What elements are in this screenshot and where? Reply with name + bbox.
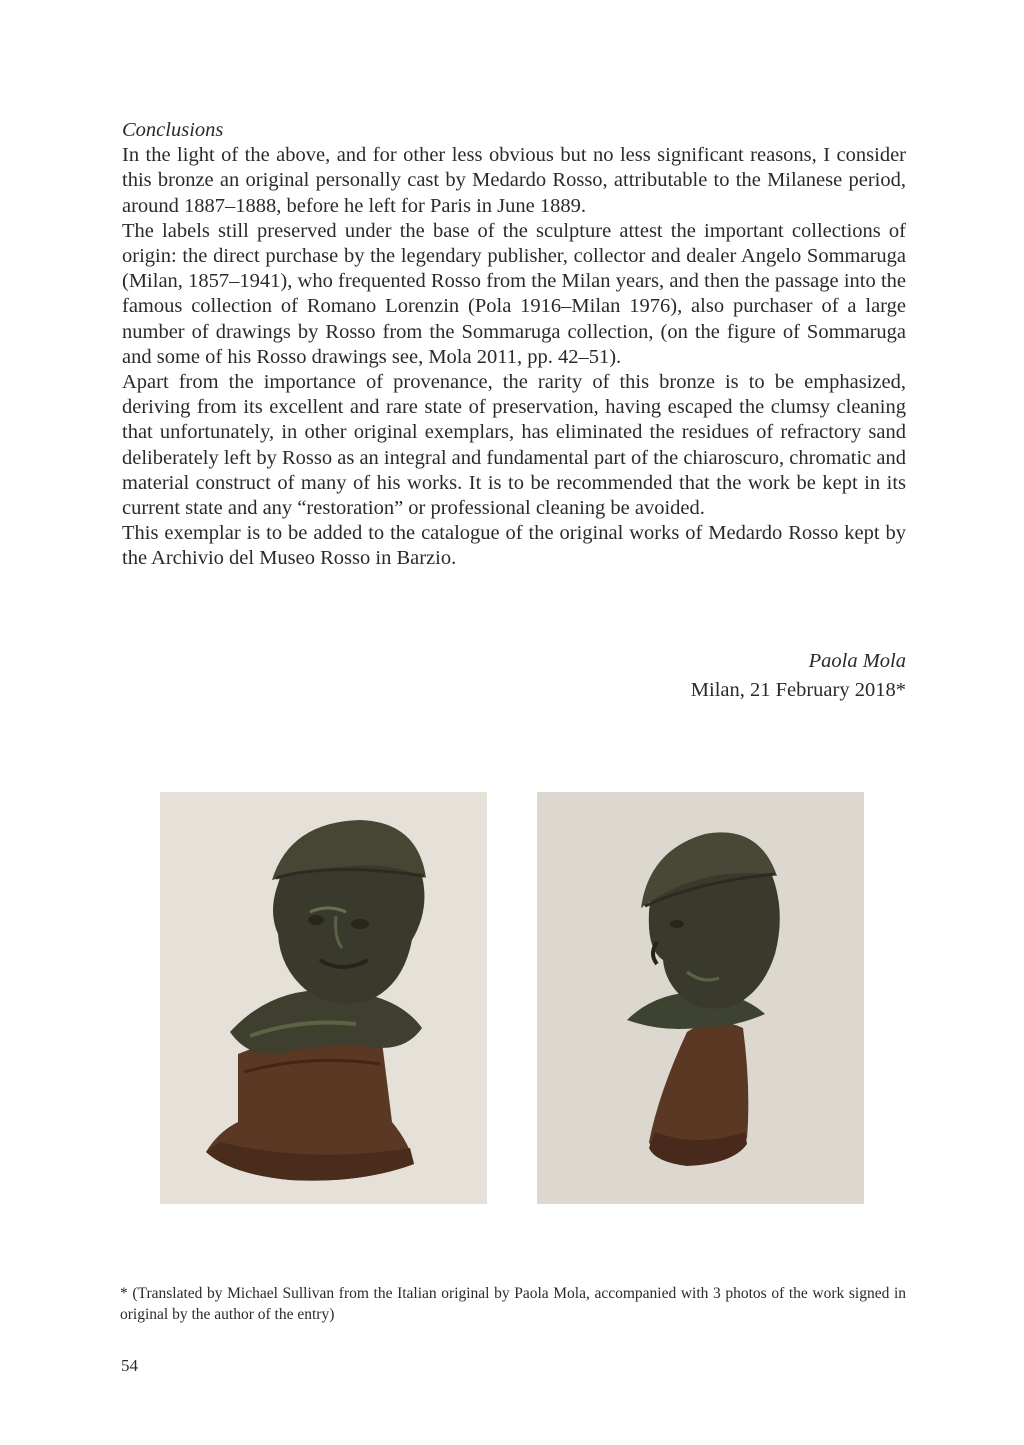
- body-text: [122, 118, 906, 572]
- paragraph-attribution: In the light of the above, and for other less obvious but no less significant reasons, I consider this bronze an original personally cast by Medardo Rosso, attributable to the Milanese period, around 1887–1888, before he left for Paris in June 1889.: [122, 144, 906, 217]
- bronze-head-profile-image: [537, 792, 864, 1204]
- paragraph-catalogue: This exemplar is to be added to the catalogue of the original works of Medardo Rosso kept by the Archivio del Museo Rosso in Barzio.: [122, 522, 906, 570]
- author-name: Paola Mola: [808, 650, 906, 672]
- paragraph-provenance: The labels still preserved under the base of the sculpture attest the important collections of origin: the direct purchase by the legendary publisher, collector and dealer Angelo Sommaruga (Milan, 1857–1941), who frequented Rosso from the Milan years, and then the passage into the famous collection of Romano Lorenzin (Pola 1916–Milan 1976), also purchaser of a large number of drawings by Rosso from the Sommaruga collection, (on the figure of Sommaruga and some of his Rosso drawings see, Mola 2011, pp. 42–51).: [122, 219, 906, 368]
- bronze-head-front-image: [160, 792, 487, 1204]
- place-date: Milan, 21 February 2018*: [690, 679, 906, 701]
- page-number: 54: [121, 1356, 138, 1375]
- sculpture-photo-profile: [537, 792, 864, 1204]
- paragraph-preservation: Apart from the importance of provenance, the rarity of this bronze is to be emphasized, deriving from its excellent and rare state of preservation, having escaped the clumsy cleaning that unfortunately, in other original exemplars, has eliminated the residues of refractory sand deliberately left by Rosso as an integral and fundamental part of the chiaroscuro, chromatic and material construct of many of his works. It is to be recommended that the work be kept in its current state and any “restoration” or professional cleaning be avoided.: [122, 371, 906, 520]
- section-heading: Conclusions: [122, 119, 224, 141]
- sculpture-photo-front: [160, 792, 487, 1204]
- footnote: * (Translated by Michael Sullivan from the Italian original by Paola Mola, accompanied with 3 photos of the work signed in original by the author of the entry): [120, 1285, 906, 1323]
- signature-block: [691, 647, 906, 705]
